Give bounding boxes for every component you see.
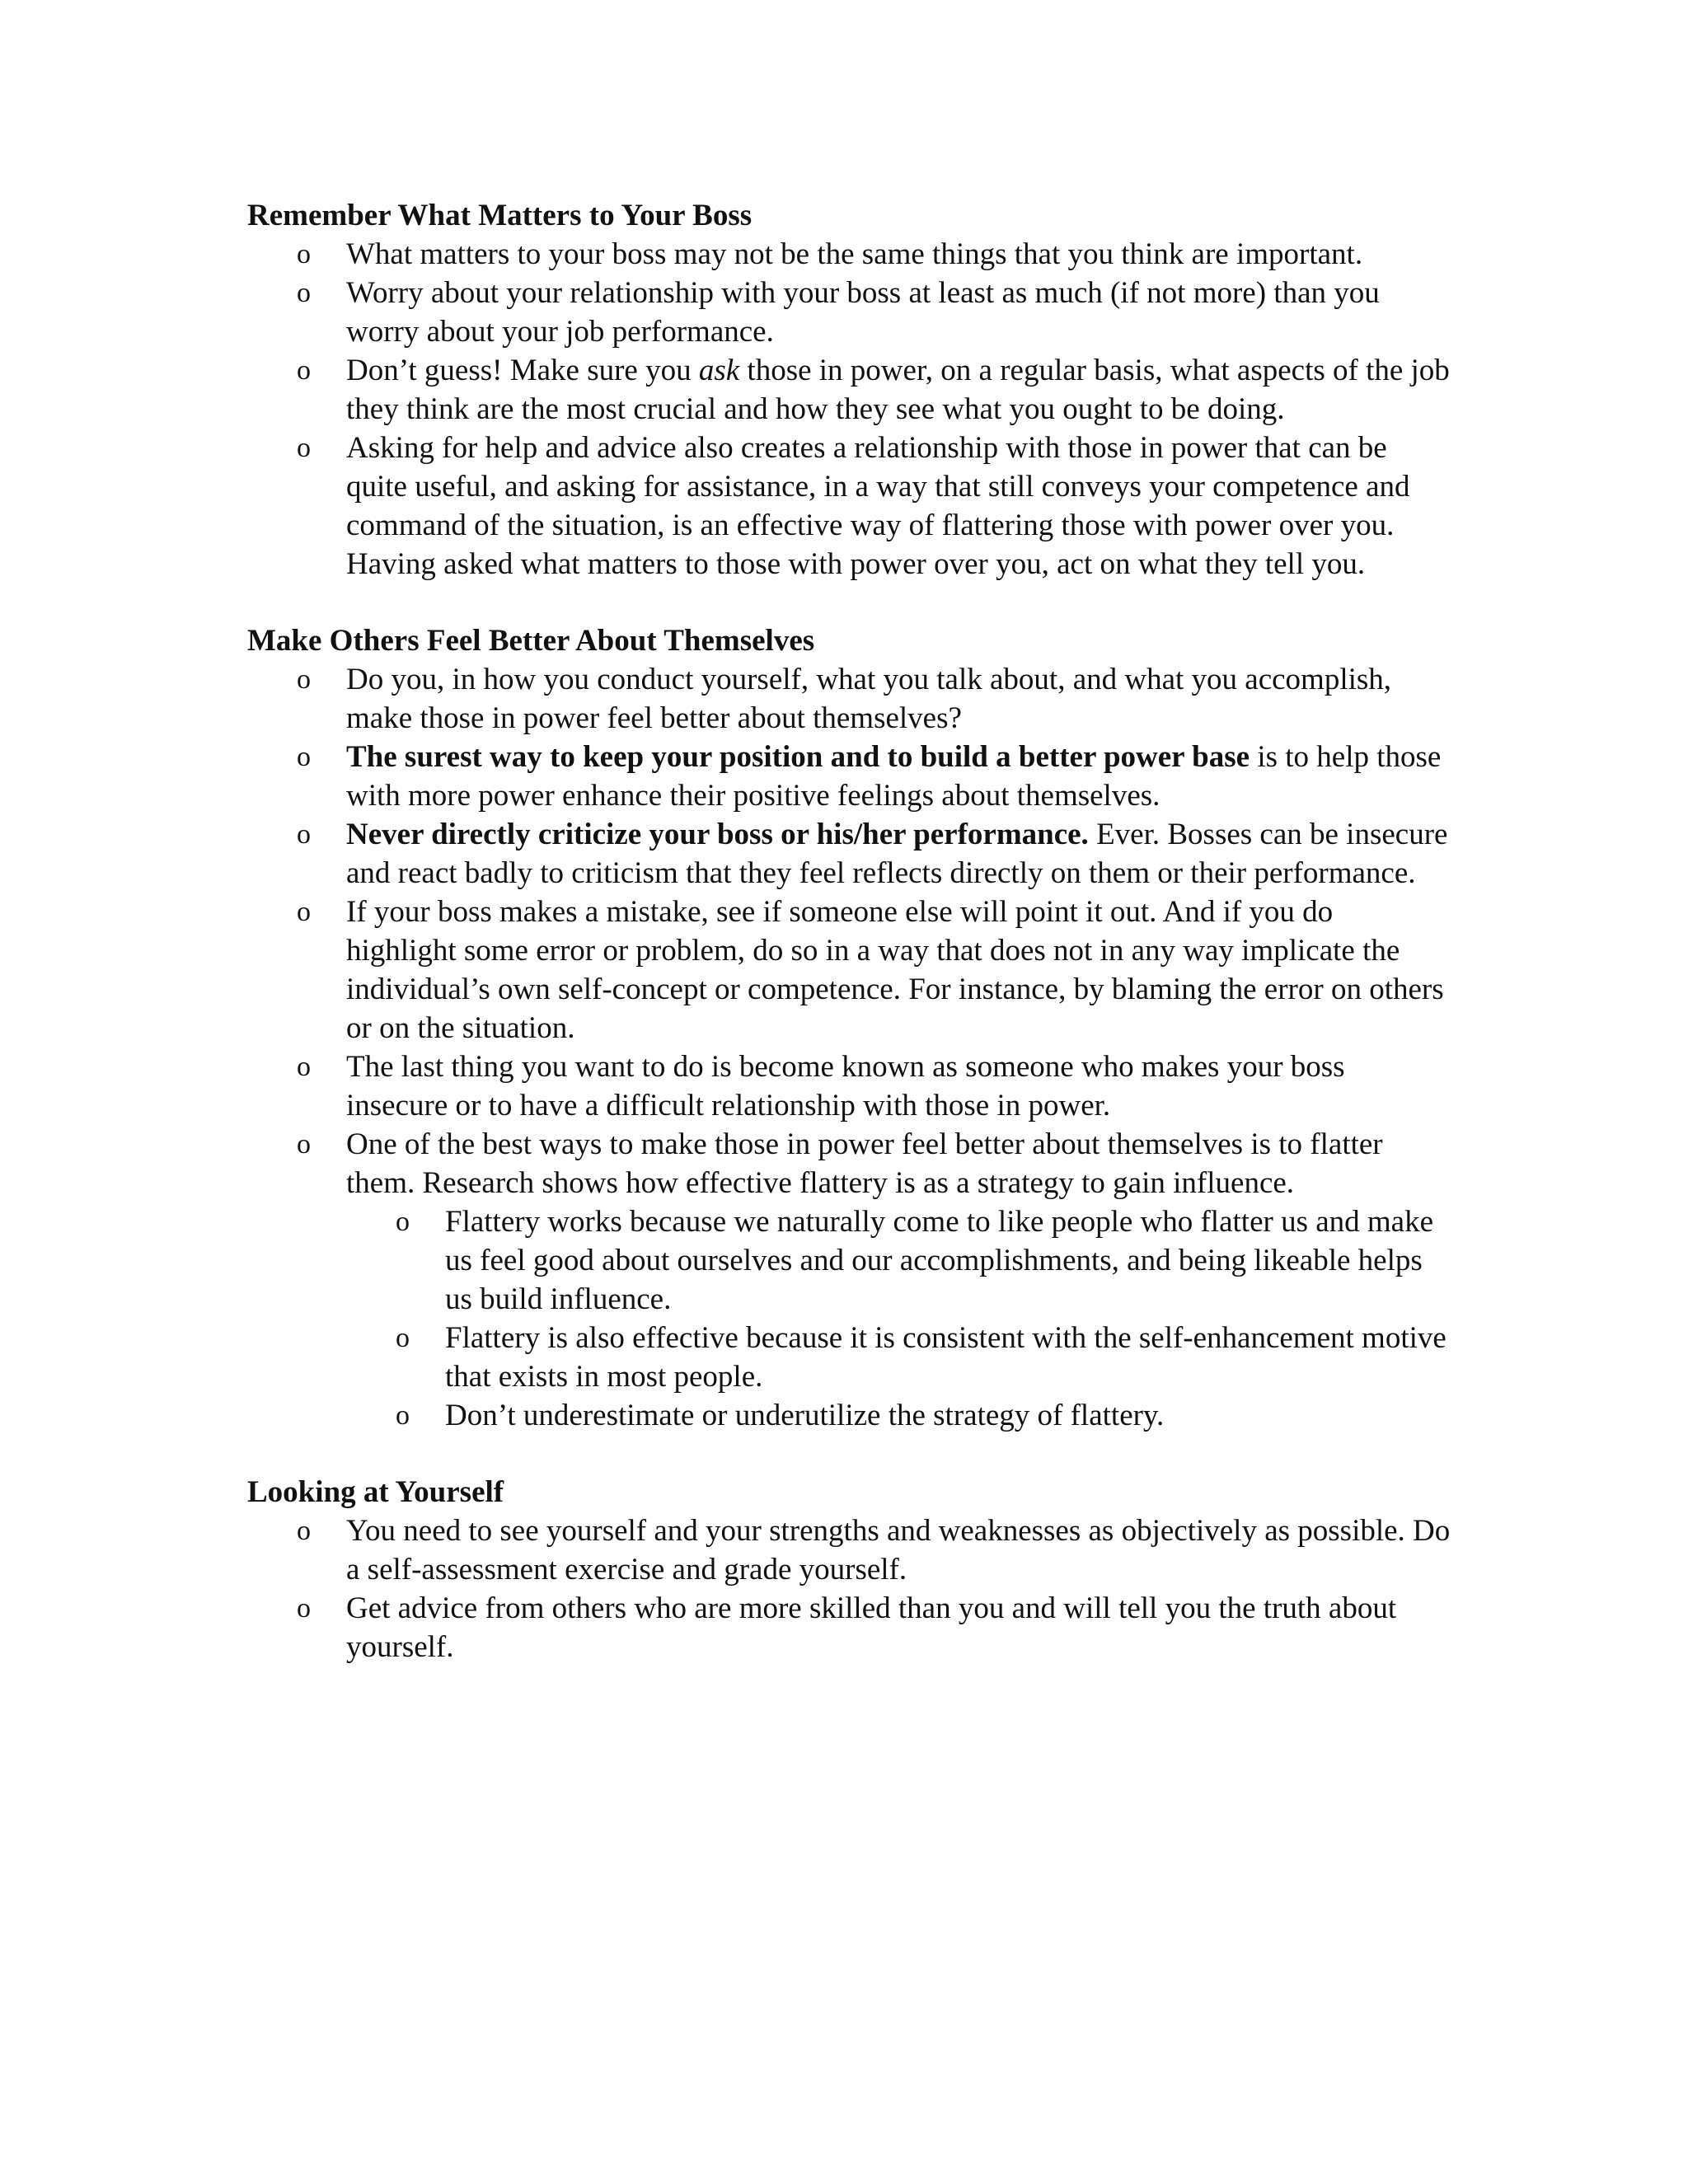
- list-item-text: One of the best ways to make those in power feel better about themselves is to flatter them. Research shows how effective flattery is as a strategy to gain influence.: [346, 1127, 1383, 1200]
- bullet-marker: o: [297, 1052, 311, 1082]
- sub-bullet-list: [247, 1202, 1451, 1435]
- list-item-text: Don’t underestimate or underutilize the strategy of flattery.: [445, 1399, 1165, 1432]
- list-item: [247, 235, 1451, 274]
- list-item-text: If your boss makes a mistake, see if someone else will point it out. And if you do highlight some error or problem, do so in a way that does not in any way implicate the individual’s own self-concept or competence. For instance, by blaming the error on others or on the situation.: [346, 895, 1444, 1045]
- document-body: [247, 196, 1451, 1704]
- bullet-marker: o: [297, 819, 311, 850]
- list-item: [247, 429, 1451, 583]
- list-item-text: Get advice from others who are more skilled than you and will tell you the truth about yourself.: [346, 1591, 1397, 1664]
- section-make-others-feel-better: [247, 621, 1451, 1435]
- bullet-marker: o: [297, 742, 311, 772]
- section-heading: Make Others Feel Better About Themselves: [247, 624, 815, 658]
- list-item: [247, 815, 1451, 893]
- list-item-text-end: those in power, on a regular basis, what aspects of the job they think are the most crucial and how they see what you ought to be doing.: [346, 354, 1450, 426]
- bullet-marker: o: [297, 1516, 311, 1546]
- bullet-marker: o: [396, 1207, 410, 1237]
- bullet-marker: o: [297, 433, 311, 463]
- bold-lead-text: The surest way to keep your position and to build a better power base: [346, 740, 1250, 774]
- list-item-text: Worry about your relationship with your boss at least as much (if not more) than you worry about your job performance.: [346, 276, 1380, 349]
- bullet-list: [247, 1511, 1451, 1666]
- bullet-marker: o: [297, 897, 311, 927]
- list-item: [247, 1125, 1451, 1202]
- section-heading: Looking at Yourself: [247, 1475, 504, 1509]
- bold-lead-text: Never directly criticize your boss or his/her performance.: [346, 818, 1089, 851]
- list-item-text-end: Ever. Bosses can be insecure and react badly to criticism that they feel reflects directly on them or their performance.: [346, 818, 1448, 890]
- bullet-marker: o: [297, 239, 311, 269]
- bullet-marker: o: [297, 355, 311, 386]
- list-item-text: You need to see yourself and your strengths and weaknesses as objectively as possible. Do a self-assessment exercise and grade yourself.: [346, 1514, 1451, 1586]
- bullet-marker: o: [396, 1400, 410, 1431]
- list-item: [247, 1047, 1451, 1125]
- sub-list-item: [247, 1202, 1451, 1319]
- sub-list-item: [247, 1396, 1451, 1435]
- bullet-marker: o: [297, 278, 311, 308]
- list-item-text: What matters to your boss may not be the same things that you think are important.: [346, 237, 1363, 271]
- list-item-text: The last thing you want to do is become known as someone who makes your boss insecure or to have a difficult relationship with those in power.: [346, 1050, 1345, 1122]
- list-item: [247, 893, 1451, 1047]
- emphasis-text: ask: [698, 354, 740, 387]
- bullet-marker: o: [297, 1593, 311, 1624]
- list-item: [247, 1589, 1451, 1666]
- section-heading: Remember What Matters to Your Boss: [247, 199, 753, 232]
- section-remember-what-matters: [247, 196, 1451, 583]
- list-item: [247, 738, 1451, 815]
- list-item-text-start: Don’t guess! Make sure you: [346, 354, 699, 387]
- list-item-text: Flattery works because we naturally come to like people who flatter us and make us feel good about ourselves and our accomplishments, and being likeable helps us build influence.: [445, 1205, 1434, 1316]
- list-item-text: Flattery is also effective because it is consistent with the self-enhancement motive that exists in most people.: [445, 1321, 1447, 1394]
- bullet-marker: o: [297, 1129, 311, 1160]
- section-looking-at-yourself: [247, 1473, 1451, 1666]
- list-item-text-end: is to help those with more power enhance their positive feelings about themselves.: [346, 740, 1442, 813]
- list-item: [247, 274, 1451, 351]
- bullet-marker: o: [396, 1323, 410, 1353]
- bullet-marker: o: [297, 664, 311, 695]
- list-item: [247, 351, 1451, 429]
- list-item-text: Do you, in how you conduct yourself, what you talk about, and what you accomplish, make those in power feel better about themselves?: [346, 663, 1392, 735]
- list-item: [247, 660, 1451, 738]
- list-item: [247, 1511, 1451, 1589]
- list-item-text: Asking for help and advice also creates a relationship with those in power that can be quite useful, and asking for assistance, in a way that still conveys your competence and command of the situation, is an effective way of flattering those with power over you. Having asked what matters to those with power over you, act on what they tell you.: [346, 431, 1410, 581]
- bullet-list: [247, 660, 1451, 1202]
- sub-list-item: [247, 1319, 1451, 1396]
- bullet-list: [247, 235, 1451, 583]
